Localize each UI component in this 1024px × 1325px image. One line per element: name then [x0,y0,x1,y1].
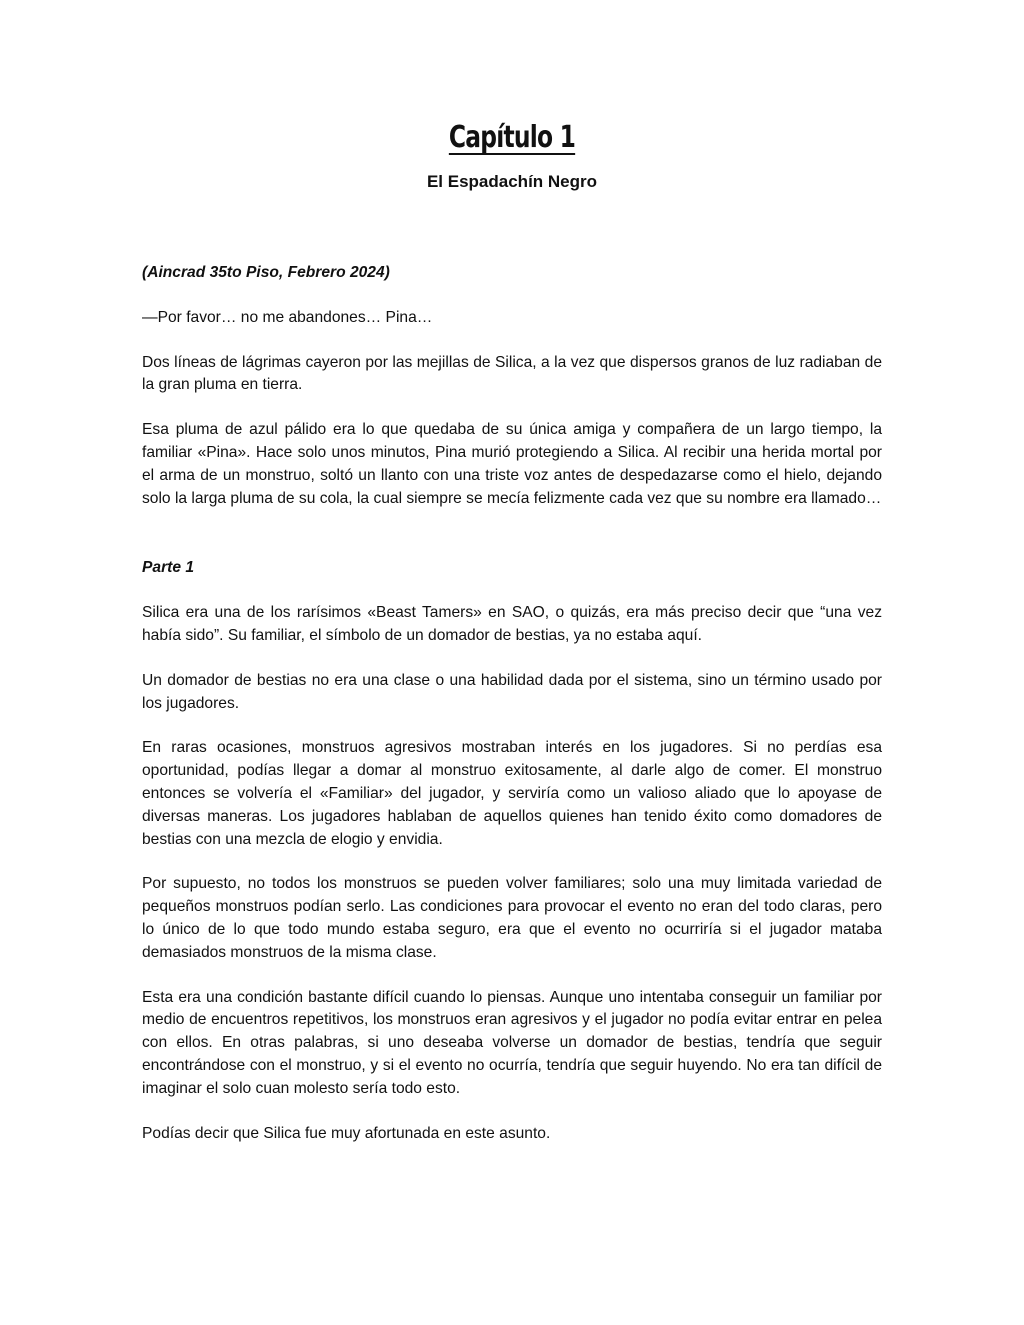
paragraph: —Por favor… no me abandones… Pina… [142,308,433,326]
document-body [142,262,882,1167]
paragraph: En raras ocasiones, monstruos agresivos mostraban interés en los jugadores. Si no perdías esa oportunidad, podías llegar a domar al monstruo exitosamente, al darle algo de comer. El monstruo entonces se volvería el «Familiar» del jugador, y serviría como un valioso aliado que lo apoyase de diversas maneras. Los jugadores hablaban de aquellos quienes han tenido éxito como domadores de bestias con una mezcla de elogio y envidia. [142,739,882,848]
paragraph: Un domador de bestias no era una clase o una habilidad dada por el sistema, sino un término usado por los jugadores. [142,671,882,712]
paragraph: Por supuesto, no todos los monstruos se pueden volver familiares; solo una muy limitada variedad de pequeños monstruos podían serlo. Las condiciones para provocar el evento no eran del todo claras, pero lo único de lo que todo mundo estaba seguro, era que el evento no ocurriría si el jugador mataba demasiados monstruos de la misma clase. [142,875,882,961]
paragraph: Podías decir que Silica fue muy afortunada en este asunto. [142,1124,551,1142]
part-heading: Parte 1 [142,559,195,577]
chapter-subtitle: El Espadachín Negro [426,172,598,191]
paragraph: Dos líneas de lágrimas cayeron por las mejillas de Silica, a la vez que dispersos granos de luz radiaban de la gran pluma en tierra. [142,353,882,394]
paragraph: Esa pluma de azul pálido era lo que quedaba de su única amiga y compañera de un largo tiempo, la familiar «Pina». Hace solo unos minutos, Pina murió protegiendo a Silica. Al recibir una herida mortal por el arma de un monstruo, soltó un llanto con una triste voz antes de despedazarse como el hielo, dejando solo la larga pluma de su cola, la cual siempre se mecía felizmente cada vez que su nombre era llamado… [142,421,882,507]
location-heading: (Aincrad 35to Piso, Febrero 2024) [142,264,390,281]
paragraph: Esta era una condición bastante difícil cuando lo piensas. Aunque uno intentaba conseguir un familiar por medio de encuentros repetitivos, los monstruos eran agresivos y el jugador no podía evitar entrar en pelea con ellos. En otras palabras, si uno deseaba volverse un domador de bestias, tendría que seguir encontrándose con el monstruo, y si el evento no ocurría, tendría que seguir huyendo. No era tan difícil de imaginar el solo cuan molesto sería todo esto. [142,988,882,1097]
paragraph: Silica era una de los rarísimos «Beast Tamers» en SAO, o quizás, era más preciso decir que “una vez había sido”. Su familiar, el símbolo de un domador de bestias, ya no estaba aquí. [142,604,882,644]
chapter-title: Capítulo 1 [448,120,576,155]
